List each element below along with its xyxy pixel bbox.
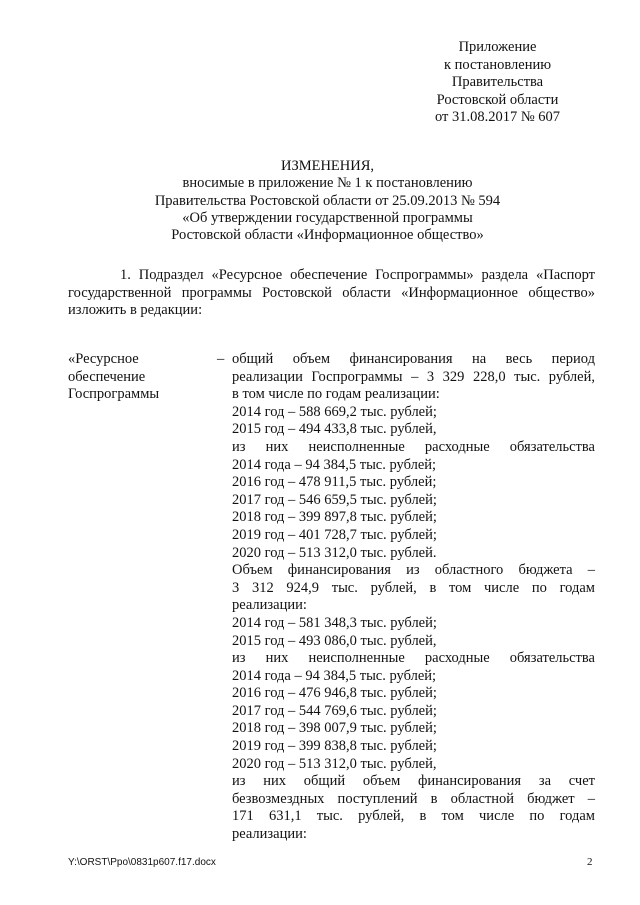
intro-line: изложить в редакции: xyxy=(68,302,203,319)
intro-line: государственной программы Ростовской области «Информационное общество» xyxy=(68,284,595,301)
resource-line: 2014 год – 581 348,3 тыс. рублей; xyxy=(232,614,437,631)
resource-line: Объем финансирования из областного бюджета – xyxy=(232,562,595,579)
appendix-line: от 31.08.2017 № 607 xyxy=(434,109,561,126)
resource-line: 3 312 924,9 тыс. рублей, в том числе по годам xyxy=(232,579,595,596)
document-title xyxy=(60,158,595,244)
title-line: «Об утверждении государственной программы xyxy=(182,209,473,226)
resource-line: из них неисполненные расходные обязательства xyxy=(232,438,595,455)
section-label-line: Госпрограммы xyxy=(68,386,160,403)
page-number: 2 xyxy=(587,856,593,868)
resource-line: 2014 год – 588 669,2 тыс. рублей; xyxy=(232,403,437,420)
resource-line: 2017 год – 546 659,5 тыс. рублей; xyxy=(232,491,437,508)
appendix-line: Ростовской области xyxy=(436,91,559,108)
resource-line: из них общий объем финансирования за счет xyxy=(232,773,595,790)
intro-paragraph xyxy=(68,267,595,320)
resource-line: 2020 год – 513 312,0 тыс. рублей, xyxy=(232,755,437,772)
resource-line: 2015 год – 494 433,8 тыс. рублей, xyxy=(232,421,437,438)
section-label-line: обеспечение xyxy=(68,368,146,385)
footer-file-path: Y:\ORST\Ppo\0831p607.f17.docx xyxy=(68,857,216,868)
appendix-line: Правительства xyxy=(451,74,544,91)
resource-line: реализации: xyxy=(232,597,307,614)
resource-line: 2019 год – 399 838,8 тыс. рублей; xyxy=(232,738,437,755)
resources-list xyxy=(232,351,595,844)
intro-line: 1. Подраздел «Ресурсное обеспечение Госпрограммы» раздела «Паспорт xyxy=(120,267,595,283)
appendix-block xyxy=(400,39,595,127)
resource-line: 2019 год – 401 728,7 тыс. рублей; xyxy=(232,526,437,543)
appendix-line: к постановлению xyxy=(443,56,552,73)
resource-line: реализации Госпрограммы – 3 329 228,0 тыс. рублей, xyxy=(232,368,595,385)
title-line: вносимые в приложение № 1 к постановлению xyxy=(182,175,473,192)
resource-line: в том числе по годам реализации: xyxy=(232,386,440,403)
resource-line: 2015 год – 493 086,0 тыс. рублей, xyxy=(232,632,437,649)
resource-line: 2016 год – 476 946,8 тыс. рублей; xyxy=(232,685,437,702)
title-line: Ростовской области «Информационное общество» xyxy=(171,227,484,244)
resource-line: общий объем финансирования на весь период xyxy=(232,351,595,367)
section-label xyxy=(68,351,198,404)
resource-line: 2016 год – 478 911,5 тыс. рублей; xyxy=(232,474,437,491)
appendix-line: Приложение xyxy=(458,39,537,55)
resource-line: 2017 год – 544 769,6 тыс. рублей; xyxy=(232,702,437,719)
resource-line: реализации: xyxy=(232,826,307,843)
separator-dash: – xyxy=(217,351,225,367)
resource-line: 2020 год – 513 312,0 тыс. рублей. xyxy=(232,544,437,561)
section-label-line: «Ресурсное xyxy=(68,351,139,367)
resource-line: 2018 год – 399 897,8 тыс. рублей; xyxy=(232,509,437,526)
resource-line: 2018 год – 398 007,9 тыс. рублей; xyxy=(232,720,437,737)
resource-line: безвозмездных поступлений в областной бюджет – xyxy=(232,790,595,807)
title-heading: ИЗМЕНЕНИЯ, xyxy=(280,158,375,174)
resource-line: из них неисполненные расходные обязательства xyxy=(232,650,595,667)
resource-line: 2014 года – 94 384,5 тыс. рублей; xyxy=(232,456,437,473)
resource-line: 2014 года – 94 384,5 тыс. рублей; xyxy=(232,667,437,684)
resource-line: 171 631,1 тыс. рублей, в том числе по годам xyxy=(232,808,595,825)
title-line: Правительства Ростовской области от 25.09.2013 № 594 xyxy=(154,192,501,209)
